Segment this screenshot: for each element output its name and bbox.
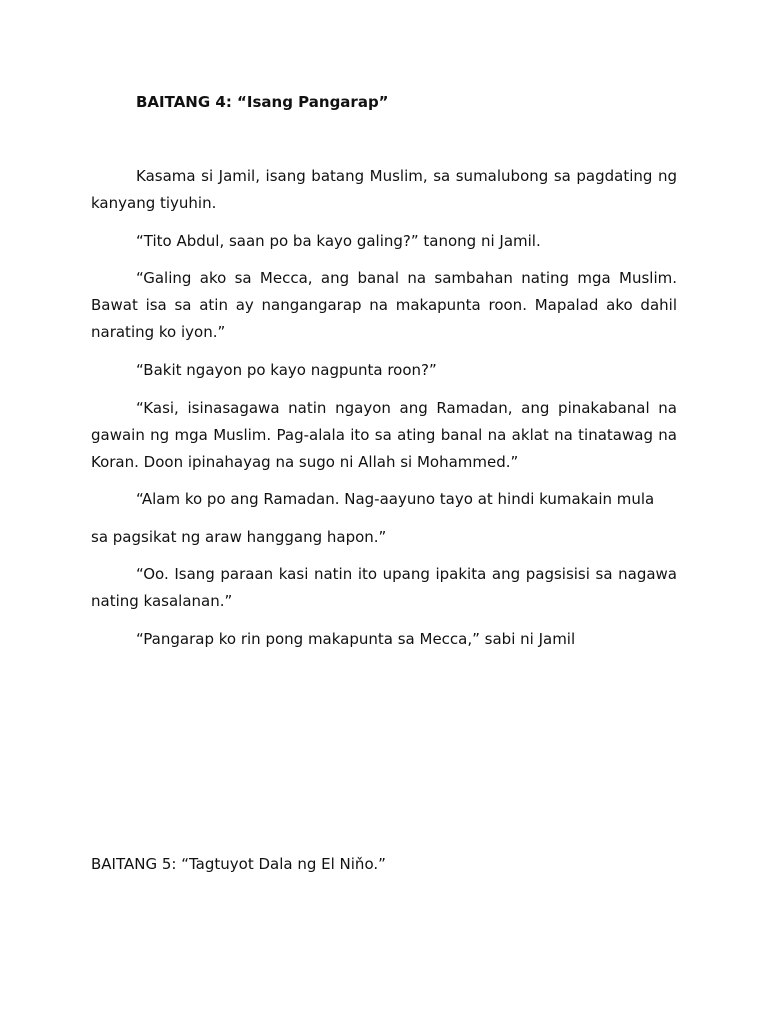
paragraph-5: “Kasi, isinasagawa natin ngayon ang Ramadan, ang pinakabanal na gawain ng mga Muslim. Pag-alala ito sa ating banal na aklat na tinatawag na Koran. Doon ipinahayag na sugo ni Allah si Mohammed.”: [91, 399, 677, 471]
paragraph-3: “Galing ako sa Mecca, ang banal na sambahan nating mga Muslim. Bawat isa sa atin ay nangangarap na makapunta roon. Mapalad ako dahil narating ko iyon.”: [91, 269, 677, 341]
paragraph-4: “Bakit ngayon po kayo nagpunta roon?”: [136, 361, 437, 379]
paragraph-7: “Oo. Isang paraan kasi natin ito upang ipakita ang pagsisisi sa nagawa nating kasalanan.”: [91, 565, 677, 610]
paragraph-8: “Pangarap ko rin pong makapunta sa Mecca,” sabi ni Jamil: [136, 630, 576, 648]
section-heading-baitang-5: BAITANG 5: “Tagtuyot Dala ng El Niňo.”: [91, 855, 386, 873]
paragraph-1: Kasama si Jamil, isang batang Muslim, sa sumalubong sa pagdating ng kanyang tiyuhin.: [91, 167, 677, 212]
section-heading-baitang-4: BAITANG 4: “Isang Pangarap”: [136, 93, 389, 111]
paragraph-2: “Tito Abdul, saan po ba kayo galing?” tanong ni Jamil.: [136, 232, 541, 250]
paragraph-6: “Alam ko po ang Ramadan. Nag-aayuno tayo at hindi kumakain mula: [136, 490, 655, 508]
paragraph-6-continuation: sa pagsikat ng araw hanggang hapon.”: [91, 528, 387, 546]
